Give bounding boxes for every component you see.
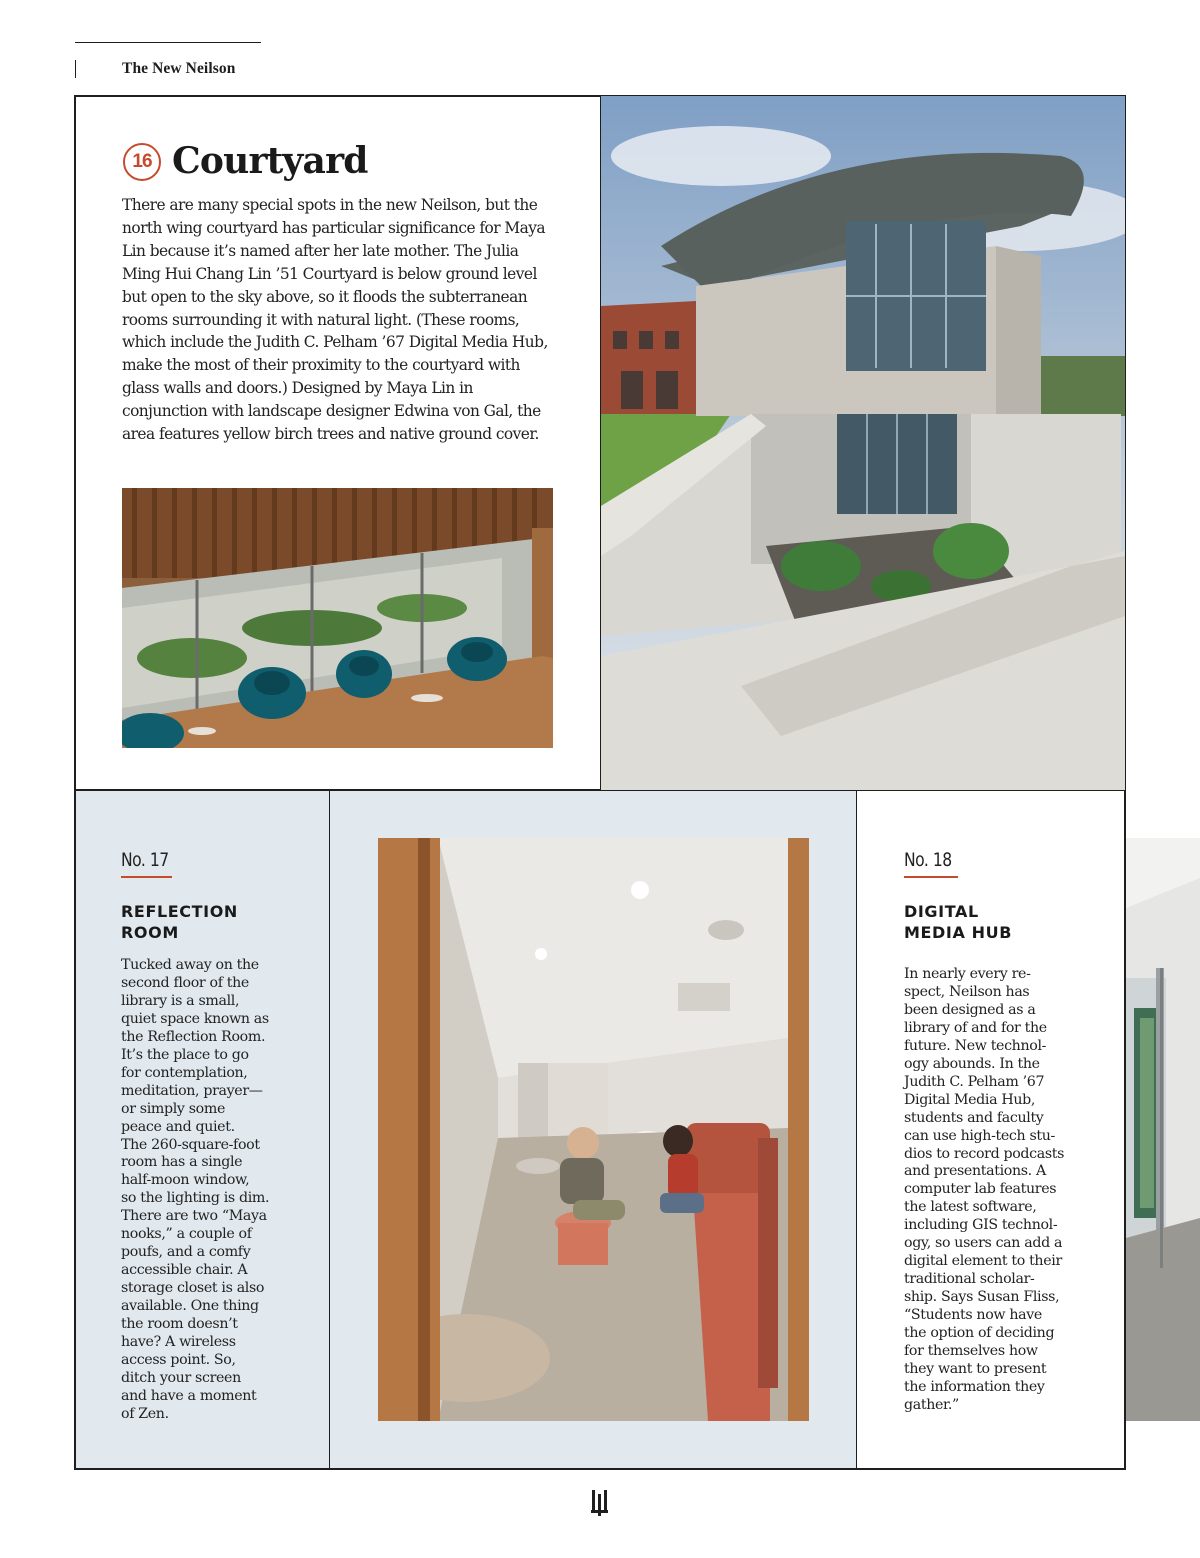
section-number-label: No. 18: [904, 849, 952, 871]
lounge-chairs-photo: [122, 488, 553, 748]
reflection-body: Tucked away on the second floor of the library is a small, quiet space known as the Reflection Room. It’s the place to go for contemplation, meditation, prayer— or simply some peace and quiet. The 260-square-foot room has a single half-moon window, so the lighting is dim. There are two “Maya nooks,” a couple of poufs, and a comfy accessible chair. A storage closet is also available. One thing the room doesn’t have? A wireless access point. So, ditch your screen and have a moment of Zen.: [121, 957, 270, 1422]
section-number-underline: [904, 876, 958, 878]
col-divider-right: [856, 790, 857, 1469]
courtyard-photo-art: [601, 96, 1125, 790]
media-hub-photo-art: [1126, 838, 1200, 1421]
reflection-room-photo: [378, 838, 809, 1421]
folio-mark-icon: [586, 1488, 614, 1518]
section-title: Courtyard: [172, 140, 368, 182]
reflection-title: REFLECTION ROOM: [121, 902, 238, 942]
col-divider-left: [329, 790, 330, 1469]
section-number-underline: [121, 876, 172, 878]
top-rule: [75, 42, 261, 43]
reflection-photo-art: [378, 838, 809, 1421]
courtyard-building-photo: [601, 96, 1125, 790]
courtyard-body: There are many special spots in the new Neilson, but the north wing courtyard has particular significance for Maya Lin because it’s named after her late mother. The Julia Ming Hui Chang Lin ’51 Courtyard is below ground level but open to the sky above, so it floods the subterranean rooms surrounding it with natural light. (These rooms, which include the Judith C. Pelham ’67 Digital Media Hub, make the most of their proximity to the courtyard with glass walls and doors.) Designed by Maya Lin in conjunction with landscape designer Edwina von Gal, the area features yellow birch trees and native ground cover.: [122, 196, 548, 444]
running-head: The New Neilson: [122, 60, 236, 77]
running-head-tick: [75, 60, 76, 78]
lounge-photo-art: [122, 488, 553, 748]
digital-media-hub-title: DIGITAL MEDIA HUB: [904, 902, 1013, 942]
media-hub-photo: [1126, 838, 1200, 1421]
digital-media-hub-body: In nearly every re- spect, Neilson has been designed as a library of and for the future. New technol- ogy abounds. In the Judith C. Pelham ’67 Digital Media Hub, students and faculty can use high-tech stu- dios to record podcasts and presentations. A computer lab features the latest software, including GIS technol- ogy, so users can add a digital element to their traditional scholar- ship. Says Susan Fliss, “Students now have the option of deciding for themselves how they want to present the information they gather.”: [904, 966, 1065, 1413]
section-number-badge: 16: [123, 143, 161, 181]
section-number-label: No. 17: [121, 849, 169, 871]
